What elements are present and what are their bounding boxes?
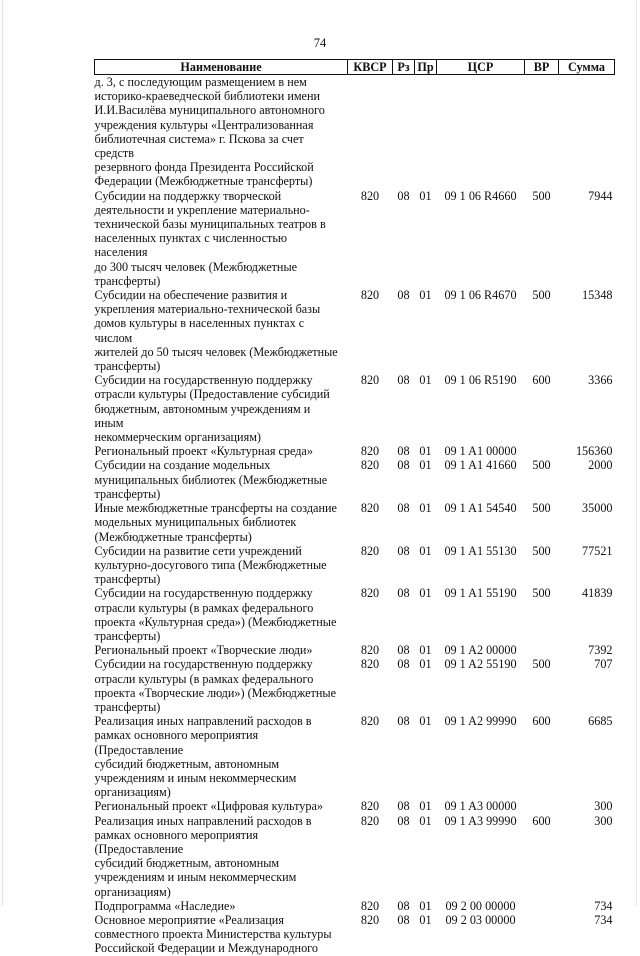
row-sum: 6685 [588, 714, 613, 729]
row-name-line: Субсидии на развитие сети учреждений [94, 543, 302, 558]
row-name [95, 75, 348, 189]
row-name-line: модельных муниципальных библиотек [94, 515, 297, 530]
row-pr: 01 [419, 458, 432, 473]
row-name-line: некоммерческим организациям) [94, 430, 261, 445]
row-name-line: учреждениям и иным некоммерческим [94, 870, 297, 885]
row-name-line: учреждения культуры «Централизованная [94, 117, 314, 132]
row-pr: 01 [419, 586, 432, 601]
row-name-line: трансферты) [94, 699, 161, 714]
left-scan-edge [2, 0, 4, 905]
row-name-line: технической базы муниципальных театров в [94, 217, 326, 232]
row-pr: 01 [419, 501, 432, 516]
row-sum: 734 [594, 912, 613, 927]
row-name [95, 288, 348, 373]
row-sum: 7392 [588, 643, 613, 658]
row-csr: 09 1 A3 99990 [444, 813, 517, 828]
right-scan-edge [636, 0, 638, 905]
table-row [95, 288, 615, 373]
row-name [95, 586, 348, 643]
header-csr: ЦСР [437, 60, 525, 75]
row-name-line: Региональный проект «Цифровая культура» [94, 799, 323, 814]
row-name-line: организациям) [94, 884, 171, 899]
row-rz: 08 [397, 543, 410, 558]
row-name-line: жителей до 50 тысяч человек (Межбюджетные [94, 344, 338, 359]
row-csr: 09 1 A1 55190 [444, 586, 517, 601]
row-csr: 09 1 A1 41660 [444, 458, 517, 473]
row-vr: 500 [532, 288, 551, 303]
row-name-line: историко-краеведческой библиотеки имени [94, 89, 321, 104]
row-name-line: рамках основного мероприятия (Предоставление [94, 827, 259, 856]
table-row [95, 458, 615, 501]
row-pr: 01 [419, 543, 432, 558]
row-kvsr: 820 [360, 288, 380, 303]
table-row [95, 814, 615, 899]
row-name [95, 814, 348, 899]
row-kvsr: 820 [360, 586, 380, 601]
row-vr: 500 [532, 657, 551, 672]
row-rz: 08 [397, 813, 410, 828]
row-name [95, 714, 348, 799]
row-name-line: д. 3, с последующим размещением в нем [94, 75, 307, 89]
row-name-line: Федерации (Межбюджетные трансферты) [94, 174, 313, 189]
row-name-line: Подпрограмма «Наследие» [94, 898, 236, 913]
row-csr: 09 1 06 R4670 [444, 288, 517, 303]
row-name-line: до 300 тысяч человек (Межбюджетные [94, 259, 298, 274]
page-number: 74 [313, 36, 327, 50]
table-row [95, 373, 615, 444]
row-csr: 09 1 A2 55190 [444, 657, 517, 672]
row-name-line: Субсидии на государственную поддержку [94, 657, 313, 672]
table-row [95, 189, 615, 288]
table-row [95, 444, 615, 458]
row-vr: 600 [532, 714, 551, 729]
row-kvsr: 820 [360, 458, 380, 473]
row-name-line: библиотечная система» г. Пскова за счет средств [94, 131, 304, 161]
header-rz: Рз [393, 60, 415, 75]
row-vr [525, 899, 559, 913]
row-pr: 01 [419, 898, 432, 913]
row-vr [525, 799, 559, 813]
row-sum: 156360 [575, 444, 613, 459]
table-row [95, 501, 615, 544]
row-kvsr: 820 [360, 799, 380, 814]
row-rz: 08 [397, 643, 410, 658]
row-kvsr: 820 [360, 657, 380, 672]
row-name [95, 458, 348, 501]
row-name-line: субсидий бюджетным, автономным [94, 756, 280, 771]
row-vr [525, 75, 559, 189]
table-header [95, 60, 615, 75]
row-kvsr: 820 [360, 912, 380, 927]
row-vr: 600 [532, 813, 551, 828]
row-name-line: Иные межбюджетные трансферты на создание [94, 501, 337, 516]
row-sum [559, 75, 615, 189]
row-pr [415, 75, 437, 189]
row-csr: 09 1 A3 00000 [444, 799, 517, 814]
row-name [95, 643, 348, 657]
row-name [95, 913, 348, 956]
row-pr: 01 [419, 188, 432, 203]
row-name [95, 373, 348, 444]
row-pr: 01 [419, 912, 432, 927]
row-vr [525, 444, 559, 458]
row-csr [437, 75, 525, 189]
row-name-line: проекта «Культурная среда») (Межбюджетные [94, 614, 337, 629]
row-rz: 08 [397, 586, 410, 601]
row-kvsr: 820 [360, 643, 380, 658]
row-csr: 09 1 06 R5190 [444, 373, 517, 388]
row-name-line: Региональный проект «Культурная среда» [94, 444, 313, 459]
row-name-line: муниципальных библиотек (Межбюджетные [94, 472, 328, 487]
row-pr: 01 [419, 288, 432, 303]
row-csr: 09 1 A1 55130 [444, 543, 517, 558]
row-name-line: Субсидии на поддержку творческой [94, 188, 282, 203]
row-rz: 08 [397, 714, 410, 729]
table-row [95, 643, 615, 657]
row-name [95, 501, 348, 544]
row-rz: 08 [397, 912, 410, 927]
header-vr: ВР [525, 60, 559, 75]
table-row [95, 75, 615, 189]
row-name-line: трансферты) [94, 572, 161, 587]
row-sum: 2000 [588, 458, 613, 473]
row-name-line: совместного проекта Министерства культуры [94, 927, 332, 942]
row-name-line: трансферты) [94, 273, 161, 288]
header-kvsr: КВСР [348, 60, 393, 75]
row-name-line: культурно-досугового типа (Межбюджетные [94, 557, 327, 572]
row-kvsr: 820 [360, 373, 380, 388]
row-name [95, 657, 348, 714]
row-name-line: бюджетным, автономным учреждениям и иным [94, 401, 311, 430]
row-rz: 08 [397, 373, 410, 388]
table-row [95, 714, 615, 799]
row-sum: 35000 [582, 501, 613, 516]
row-name-line: Российской Федерации и Международного [94, 941, 318, 956]
row-name-line: домов культуры в населенных пунктах с числом [94, 316, 305, 345]
row-rz: 08 [397, 799, 410, 814]
row-pr: 01 [419, 643, 432, 658]
row-kvsr: 820 [360, 813, 380, 828]
row-rz [393, 75, 415, 189]
row-name-line: трансферты) [94, 628, 161, 643]
row-name [95, 799, 348, 813]
row-name-line: субсидий бюджетным, автономным [94, 856, 280, 871]
row-sum: 707 [594, 657, 613, 672]
row-csr: 09 1 A2 00000 [444, 643, 517, 658]
row-name-line: Реализация иных направлений расходов в [94, 714, 312, 729]
row-name [95, 189, 348, 288]
table-body [95, 75, 615, 956]
row-pr: 01 [419, 799, 432, 814]
row-vr [525, 913, 559, 956]
row-name-line: Основное мероприятие «Реализация [94, 912, 284, 927]
row-pr: 01 [419, 444, 432, 459]
row-kvsr [348, 75, 393, 189]
table-row [95, 913, 615, 956]
row-name-line: отрасли культуры (Предоставление субсидий [94, 387, 330, 402]
row-vr: 500 [532, 458, 551, 473]
row-name [95, 899, 348, 913]
row-pr: 01 [419, 373, 432, 388]
row-rz: 08 [397, 657, 410, 672]
row-vr: 500 [532, 543, 551, 558]
row-name-line: И.И.Василёва муниципального автономного [94, 103, 325, 118]
row-rz: 08 [397, 444, 410, 459]
row-name-line: Субсидии на создание модельных [94, 458, 271, 473]
row-csr: 09 2 00 00000 [445, 898, 516, 913]
row-vr: 500 [532, 501, 551, 516]
row-kvsr: 820 [360, 543, 380, 558]
row-sum: 734 [594, 898, 613, 913]
table-row [95, 544, 615, 587]
table-row [95, 657, 615, 714]
row-sum: 300 [594, 799, 613, 814]
budget-table [94, 59, 615, 956]
row-csr: 09 1 06 R4660 [444, 188, 517, 203]
row-name-line: Субсидии на государственную поддержку [94, 373, 313, 388]
row-kvsr: 820 [360, 188, 380, 203]
row-name-line: Субсидии на обеспечение развития и [94, 288, 288, 303]
row-name-line: рамках основного мероприятия (Предоставление [94, 728, 259, 757]
row-name-line: Субсидии на государственную поддержку [94, 586, 313, 601]
row-sum: 41839 [582, 586, 613, 601]
row-kvsr: 820 [360, 714, 380, 729]
row-name-line: Региональный проект «Творческие люди» [94, 643, 313, 658]
row-sum: 7944 [588, 188, 613, 203]
row-csr: 09 2 03 00000 [445, 912, 516, 927]
row-name-line: отрасли культуры (в рамках федерального [94, 600, 314, 615]
row-vr: 500 [532, 188, 551, 203]
row-name-line: укрепления материально-технической базы [94, 302, 321, 317]
row-rz: 08 [397, 458, 410, 473]
row-name-line: населенных пунктах с численностью населения [94, 231, 288, 260]
row-name-line: (Межбюджетные трансферты) [94, 529, 252, 544]
row-vr: 600 [532, 373, 551, 388]
header-sum: Сумма [559, 60, 615, 75]
row-name-line: проекта «Творческие люди») (Межбюджетные [94, 685, 336, 700]
row-sum: 15348 [582, 288, 613, 303]
row-name [95, 444, 348, 458]
row-pr: 01 [419, 813, 432, 828]
row-name-line: резервного фонда Президента Российской [94, 160, 314, 175]
row-pr: 01 [419, 657, 432, 672]
row-name-line: учреждениям и иным некоммерческим [94, 770, 297, 785]
row-name-line: трансферты) [94, 359, 161, 374]
row-pr: 01 [419, 714, 432, 729]
row-vr: 500 [532, 586, 551, 601]
row-rz: 08 [397, 501, 410, 516]
row-name [95, 544, 348, 587]
header-name: Наименование [95, 60, 348, 75]
row-rz: 08 [397, 898, 410, 913]
row-csr: 09 1 A1 54540 [444, 501, 517, 516]
row-sum: 77521 [582, 543, 613, 558]
row-kvsr: 820 [360, 444, 380, 459]
row-name-line: трансферты) [94, 486, 161, 501]
row-name-line: деятельности и укрепление материально- [94, 202, 310, 217]
row-kvsr: 820 [360, 501, 380, 516]
row-sum: 3366 [588, 373, 613, 388]
row-csr: 09 1 A2 99990 [444, 714, 517, 729]
row-csr: 09 1 A1 00000 [444, 444, 517, 459]
row-rz: 08 [397, 288, 410, 303]
row-name-line: отрасли культуры (в рамках федерального [94, 671, 314, 686]
header-pr: Пр [415, 60, 437, 75]
row-rz: 08 [397, 188, 410, 203]
row-vr [525, 643, 559, 657]
table-row [95, 799, 615, 813]
table-row [95, 899, 615, 913]
row-kvsr: 820 [360, 898, 380, 913]
row-sum: 300 [594, 813, 613, 828]
row-name-line: Реализация иных направлений расходов в [94, 813, 312, 828]
row-name-line: организациям) [94, 785, 171, 800]
header-row [95, 60, 615, 75]
table-row [95, 586, 615, 643]
